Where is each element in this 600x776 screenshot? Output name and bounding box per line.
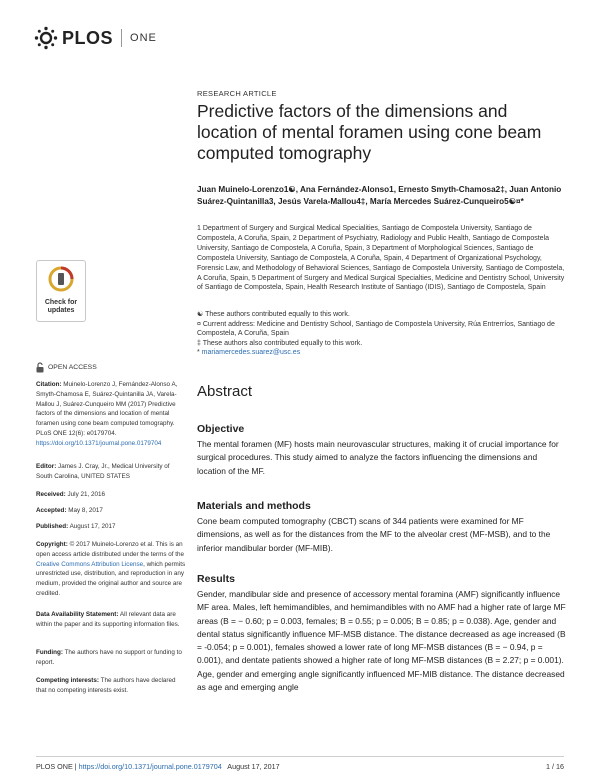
data-availability-text: All relevant data are within the paper and its supporting information files.	[36, 611, 180, 628]
funding-text: The authors have no support or funding to report.	[36, 649, 182, 666]
cc-license-link[interactable]: Creative Commons Attribution License	[36, 560, 144, 568]
check-for-updates-label: Check for updates	[44, 299, 78, 314]
footer-date: August 17, 2017	[227, 762, 280, 771]
note-equal-contribution: ☯ These authors contributed equally to this work.	[197, 311, 350, 318]
received-date: July 21, 2016	[65, 491, 105, 498]
sidebar-competing-interests	[36, 676, 186, 696]
sidebar-funding	[36, 648, 186, 668]
corresponding-email-link[interactable]: mariamercedes.suarez@usc.es	[201, 349, 301, 357]
citation-label: Citation:	[36, 381, 62, 388]
article-type: RESEARCH ARTICLE	[197, 89, 277, 98]
author-list: Juan Muinelo-Lorenzo1☯, Ana Fernández-Alonso1, Ernesto Smyth-Chamosa2‡, Juan Antonio Suárez-Quintanilla3, Jesús Varela-Mallou4‡, María Mercedes Suárez-Cunqueiro5☯¤*	[197, 185, 562, 206]
methods-text: Cone beam computed tomography (CBCT) scans of 344 patients were examined for MF dimensions, as well as for the distances from the MF to the alveolar crest (MF-MSB), and to the inferior mandibular border (MF-MIB).	[197, 516, 551, 553]
accepted-label: Accepted:	[36, 507, 67, 514]
corresponding-mark: *	[197, 349, 202, 357]
open-access-badge	[36, 362, 97, 373]
results-heading: Results	[197, 573, 235, 585]
note-also-contributed: ‡ These authors also contributed equally to this work.	[197, 339, 363, 347]
page-footer	[36, 762, 280, 771]
methods-heading: Materials and methods	[197, 500, 311, 512]
objective-text: The mental foramen (MF) hosts main neurovascular structures, making it of crucial importance for surgical procedures. This study aimed to analyze the factors influencing the dimensions and location of the MF.	[197, 439, 559, 476]
copyright-text: © 2017 Muinelo-Lorenzo et al. This is an open access article distributed under the terms of the	[36, 541, 185, 558]
note-corresponding	[197, 348, 567, 358]
results-text: Gender, mandibular side and presence of accessory mental foramina (AMF) significantly influence MF area. Males, left hemimandibles, and hemimandibles with no AMF had a higher rate of large MF areas (B = − 0.60; p = 0.003, females; B = 0.55; p = 0.005; B = 0.85; p = 0.038). Age, gender and dental status significantly influence MF-MSB distance. The distance decreased as age increased (B = -0.054; p = 0.001), females showed a lower rate of long MF-MSB distances (B = − 0.94, p = 0.001), and dentate patients showed a higher rate of long MF-MSB distances (B = 2.27; p = 0.001). Age, gender and emerging angle significantly influenced MF-MIB distance. The distance decreased as age and emerging angle	[197, 589, 566, 693]
author-notes	[197, 310, 567, 358]
citation-text: Muinelo-Lorenzo J, Fernández-Alonso A, Smyth-Chamosa E, Suárez-Quintanilla JA, Varela-Mallou J, Suárez-Cunqueiro MM (2017) Predictive factors of the dimensions and location of mental foramen using cone beam computed tomography. PLoS ONE 12(6): e0179704.	[36, 381, 178, 437]
copyright-text-end: , which permits unrestricted use, distribution, and reproduction in any medium, provided the original author and source are credited.	[36, 560, 186, 597]
copyright-label: Copyright:	[36, 541, 68, 548]
received-label: Received:	[36, 491, 66, 498]
journal-name: ONE	[130, 32, 157, 44]
logo-divider	[121, 29, 122, 47]
published-date: August 17, 2017	[68, 523, 116, 530]
competing-interests-text: The authors have declared that no competing interests exist.	[36, 677, 176, 694]
sidebar-citation	[36, 380, 186, 449]
page-number: 1 / 16	[546, 762, 564, 771]
data-availability-label: Data Availability Statement:	[36, 611, 119, 618]
article-title: Predictive factors of the dimensions and location of mental foramen using cone beam computed tomography	[197, 101, 542, 163]
accepted-date: May 8, 2017	[66, 507, 103, 514]
footer-rule	[36, 756, 564, 757]
sidebar-received	[36, 490, 186, 500]
note-current-address: ¤ Current address: Medicine and Dentistry School, Santiago de Compostela University, Rúa Entrerríos, Santiago de Compostela, A Coruña, Spain	[197, 320, 555, 338]
competing-interests-label: Competing interests:	[36, 677, 99, 684]
sidebar-copyright	[36, 540, 186, 599]
editor-label: Editor:	[36, 463, 57, 470]
logo-wordmark: PLOS	[62, 27, 114, 48]
affiliations: 1 Department of Surgery and Surgical Medical Specialities, Santiago de Compostela University, Santiago de Compostela, A Coruña, Spain, 2 Department of Psychiatry, Radiology and Public Health, Santiago de Compostela University, Santiago de Compostela, A Coruña, Spain, 3 Department of Morphological Sciences, Santiago de Compostela University, Santiago de Compostela, A Coruña, Spain, 4 Department of Organizational Psychology, Forensic Law, and Methodology of Behavioral Sciences, Santiago de Compostela University, Santiago de Compostela, A Coruña, Spain, 5 Department of Surgery and Medical Surgical Specialties, Medicine and Dentistry School, University of Santiago de Compostela, Spain, Health Research Institute of Santiago (IDIS), Santiago de Compostela, Spain	[197, 225, 565, 292]
published-label: Published:	[36, 523, 69, 530]
sidebar-accepted	[36, 506, 186, 516]
sidebar-editor	[36, 462, 186, 482]
footer-doi-link[interactable]: https://doi.org/10.1371/journal.pone.0179704	[78, 762, 222, 771]
footer-separator: |	[72, 762, 79, 771]
check-for-updates-badge[interactable]	[36, 260, 86, 322]
open-lock-icon	[36, 362, 44, 373]
check-for-updates-icon	[48, 266, 74, 292]
plos-logo-icon	[34, 26, 58, 50]
editor-text: James J. Cray, Jr., Medical University of South Carolina, UNITED STATES	[36, 463, 170, 480]
plos-logo[interactable]	[34, 26, 157, 50]
citation-doi-link[interactable]: https://doi.org/10.1371/journal.pone.0179704	[36, 439, 162, 447]
footer-journal: PLOS ONE	[36, 762, 73, 771]
sidebar-data-availability	[36, 610, 186, 630]
objective-heading: Objective	[197, 423, 245, 435]
open-access-label: OPEN ACCESS	[48, 364, 97, 371]
abstract-heading: Abstract	[197, 383, 253, 400]
funding-label: Funding:	[36, 649, 63, 656]
sidebar-published	[36, 522, 186, 532]
